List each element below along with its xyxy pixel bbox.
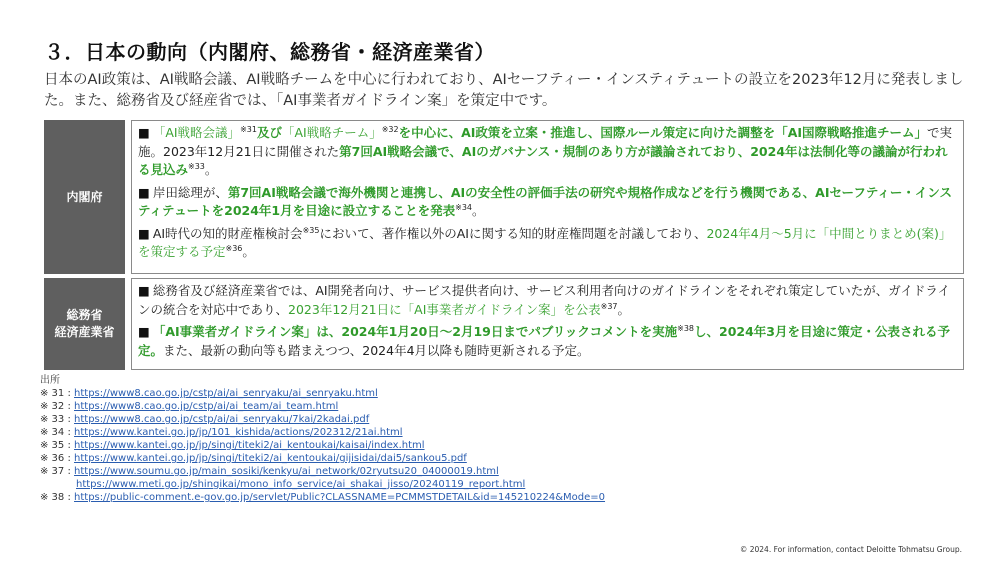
bullet-item: [138, 282, 955, 319]
row-body-cabinet-office: [131, 120, 964, 274]
source-item: [40, 491, 605, 504]
source-mark: ※ 33 :: [40, 414, 75, 425]
intro-text: 日本のAI政策は、AI戦略会議、AI戦略チームを中心に行われており、AIセーフティー・インスティテュートの設立を2023年12月に発表しました。また、総務省及び経産省では、「AI事業者ガイドライン案」を策定中です。: [44, 72, 964, 109]
bullet-marker: ■: [138, 184, 150, 200]
bullet-marker: ■: [138, 125, 150, 140]
source-link[interactable]: https://www8.cao.go.jp/cstp/ai/ai_senryaku/ai_senryaku.html: [74, 388, 378, 399]
bullet-text-segment: 2023年12月21日に「AI事業者ガイドライン案」を公表: [288, 301, 601, 317]
footnote-ref: ※33: [188, 161, 205, 171]
page-title: ３．日本の動向（内閣府、総務省・経済産業省）: [44, 40, 495, 64]
source-item: [40, 426, 605, 439]
row-label-mic-meti: [44, 278, 125, 370]
bullet-text-segment: 第7回AI戦略会議で海外機関と連携し、AIの安全性の評価手法の研究や規格作成などを行う機関である、AIセーフティー・インスティテュートを2024年1月を目途に設立することを発表: [138, 184, 953, 218]
sources-items: [40, 387, 605, 504]
row-body-mic-meti: [131, 278, 964, 370]
source-link[interactable]: https://www.meti.go.jp/shingikai/mono_info_service/ai_shakai_jisso/20240119_report.html: [76, 479, 526, 490]
source-item: [40, 413, 605, 426]
source-link[interactable]: https://www.kantei.go.jp/jp/singi/titeki2/ai_kentoukai/gijisidai/dai5/sankou5.pdf: [74, 453, 467, 464]
bullet-item: [138, 225, 955, 262]
footnote-ref: ※35: [302, 225, 320, 235]
bullet-text-segment: 。: [472, 203, 485, 218]
footnote-ref: ※31: [240, 124, 257, 134]
bullet-item: [138, 323, 955, 360]
footnote-ref: ※34: [455, 202, 473, 212]
source-link[interactable]: https://public-comment.e-gov.go.jp/servlet/Public?CLASSNAME=PCMMSTDETAIL&id=145210224&Mode=0: [74, 492, 606, 503]
bullet-text-segment: 。: [617, 301, 631, 317]
bullet-text-segment: で実施。2023年12月21日に開催された: [138, 125, 953, 159]
row-label-cabinet-office: [44, 120, 125, 274]
bullet-text-segment: 「AI戦略チーム」: [281, 125, 382, 140]
source-item: [40, 400, 605, 413]
footnote-ref: ※32: [381, 124, 399, 134]
copyright-footer: © 2024. For information, contact Deloitte Tohmatsu Group.: [739, 545, 962, 554]
source-item: [40, 452, 605, 465]
row-mic-meti: [44, 278, 964, 370]
bullet-marker: ■: [138, 324, 150, 339]
bullet-text-segment: 。: [204, 162, 218, 177]
source-link[interactable]: https://www8.cao.go.jp/cstp/ai/ai_team/ai_team.html: [74, 401, 339, 412]
source-mark: ※ 37 :: [40, 466, 75, 477]
bullet-text-segment: し、2024年3月を目途に策定・公表される予定。: [138, 324, 951, 358]
source-mark: ※ 38 :: [40, 492, 75, 503]
row-label-line: 内閣府: [66, 189, 103, 204]
bullet-text-segment: 。: [242, 244, 255, 259]
row-label-line: 経済産業省: [54, 325, 115, 339]
source-item: [40, 465, 605, 478]
bullet-text-segment: 及び: [256, 125, 282, 140]
bullet-marker: ■: [138, 283, 150, 298]
bullet-text-segment: 岸田総理が、: [152, 184, 228, 200]
sources-list: [40, 374, 605, 504]
footnote-ref: ※36: [225, 243, 243, 253]
bullet-text-segment: 2024年4月～5月に「中間とりまとめ(案)」を策定する予定: [138, 225, 952, 259]
source-mark: ※ 34 :: [40, 427, 75, 438]
source-mark: ※ 36 :: [40, 453, 75, 464]
bullet-text-segment: 「AI事業者ガイドライン案」は、2024年1月20日～2月19日までパブリックコメントを実施: [152, 324, 678, 339]
bullet-text-segment: 「AI国際戦略推進チーム」: [775, 125, 928, 140]
source-item: [40, 478, 605, 491]
bullet-text-segment: また、最新の動向等も踏まえつつ、2024年4月以降も随時更新される予定。: [163, 342, 590, 358]
policy-table: [44, 120, 964, 374]
bullet-marker: ■: [138, 225, 150, 241]
source-link[interactable]: https://www.kantei.go.jp/jp/101_kishida/actions/202312/21ai.html: [74, 427, 403, 438]
source-mark: ※ 35 :: [40, 440, 75, 451]
bullet-text-segment: 第7回AI戦略会議で、AIのガバナンス・規制のあり方が議論されており、2024年は法制化等の議論が行われる見込み: [138, 143, 948, 177]
row-label-line: 総務省: [66, 308, 103, 322]
source-mark: ※ 31 :: [40, 388, 75, 399]
footnote-ref: ※38: [677, 323, 695, 333]
source-mark: ※ 32 :: [40, 401, 75, 412]
source-link[interactable]: https://www.kantei.go.jp/jp/singi/titeki2/ai_kentoukai/kaisai/index.html: [74, 440, 425, 451]
bullet-text-segment: AI時代の知的財産権検討会: [152, 225, 303, 241]
source-link[interactable]: https://www8.cao.go.jp/cstp/ai/ai_senryaku/7kai/2kadai.pdf: [74, 414, 370, 425]
sources-heading: 出所: [40, 375, 60, 386]
source-item: [40, 387, 605, 400]
bullet-text-segment: 総務省及び経済産業省では、AI開発者向け、サービス提供者向け、サービス利用者向けのガイドラインをそれぞれ策定していたが、ガイドラインの統合を対応中であり、: [138, 283, 951, 317]
bullet-item: [138, 124, 955, 180]
bullet-item: [138, 184, 955, 221]
footnote-ref: ※37: [600, 301, 618, 311]
source-item: [40, 439, 605, 452]
source-link[interactable]: https://www.soumu.go.jp/main_sosiki/kenkyu/ai_network/02ryutsu20_04000019.html: [74, 466, 499, 477]
row-cabinet-office: [44, 120, 964, 274]
bullet-text-segment: において、著作権以外のAIに関する知的財産権問題を討議しており、: [319, 225, 707, 241]
bullet-text-segment: を中心に、AI政策を立案・推進し、国際ルール策定に向けた調整を: [398, 125, 776, 140]
bullet-text-segment: 「AI戦略会議」: [152, 125, 241, 140]
